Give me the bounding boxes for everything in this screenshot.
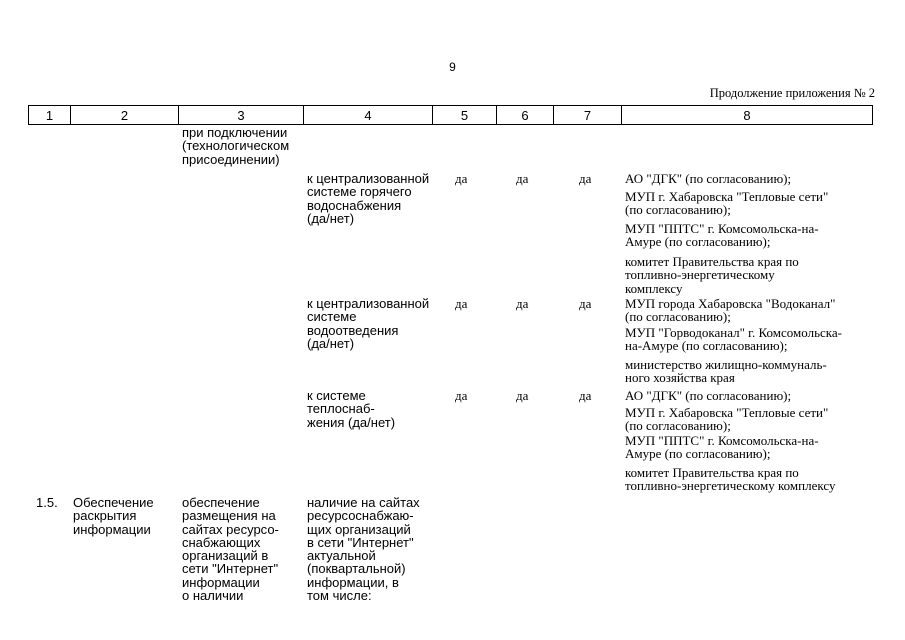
row2-col4-text: к централизованной системе водоотведения (да/нет) — [307, 296, 430, 351]
row1-col8-entry: АО "ДГК" (по согласованию); — [625, 171, 792, 186]
column-header-7: 7 — [554, 106, 622, 125]
row1-col8-entry: комитет Правительства края по топливно-энергетическому комплексу — [625, 254, 799, 296]
row1-col8-entry: МУП г. Хабаровска "Тепловые сети" (по согласованию); — [625, 189, 829, 218]
column-header-1: 1 — [29, 106, 71, 125]
row4-col4-text: наличие на сайтах ресурсоснабжаю- щих организаций в сети "Интернет" актуальной (поквартальной) информации, в том числе: — [307, 495, 420, 604]
row3-col8-entry: АО "ДГК" (по согласованию); — [625, 388, 792, 403]
column-header-4: 4 — [304, 106, 433, 125]
row2-col5-value: да — [455, 296, 468, 311]
row3-col7-value: да — [579, 388, 592, 403]
row4-col1-number: 1.5. — [36, 495, 58, 510]
row1-col5-value: да — [455, 171, 468, 186]
column-header-8: 8 — [622, 106, 873, 125]
column-header-row — [28, 105, 873, 125]
row3-col4-text: к системе теплоснаб- жения (да/нет) — [307, 388, 396, 430]
row3-col8-entry: комитет Правительства края по топливно-энергетическому комплексу — [625, 465, 836, 494]
row3-col5-value: да — [455, 388, 468, 403]
column-header-3: 3 — [179, 106, 304, 125]
row1-col6-value: да — [516, 171, 529, 186]
row2-col8-entry: МУП "Горводоканал" г. Комсомольска- на-Амуре (по согласованию); — [625, 325, 842, 354]
row4-col3-text: обеспечение размещения на сайтах ресурсо- снабжающих организаций в сети "Интернет" информации о наличии — [182, 495, 279, 604]
row3-col8-entry: МУП "ППТС" г. Комсомольска-на- Амуре (по согласованию); — [625, 433, 819, 462]
row1-col7-value: да — [579, 171, 592, 186]
row2-col8-entry: МУП города Хабаровска "Водоканал" (по согласованию); — [625, 296, 836, 325]
row3-col6-value: да — [516, 388, 529, 403]
row4-col2-text: Обеспечение раскрытия информации — [73, 495, 154, 537]
row1-col8-entry: МУП "ППТС" г. Комсомольска-на- Амуре (по согласованию); — [625, 221, 819, 250]
continuation-title: Продолжение приложения № 2 — [709, 86, 875, 100]
column-header-5: 5 — [433, 106, 497, 125]
column-header-6: 6 — [497, 106, 554, 125]
row2-col8-entry: министерство жилищно-коммуналь- ного хозяйства края — [625, 357, 827, 386]
column-header-2: 2 — [71, 106, 179, 125]
page-number: 9 — [449, 60, 456, 74]
row1-col4-text: к централизованной системе горячего водоснабжения (да/нет) — [307, 171, 430, 226]
row2-col6-value: да — [516, 296, 529, 311]
row0-col3-text: при подключении (технологическом присоединении) — [182, 125, 290, 167]
row2-col7-value: да — [579, 296, 592, 311]
row3-col8-entry: МУП г. Хабаровска "Тепловые сети" (по согласованию); — [625, 405, 829, 434]
